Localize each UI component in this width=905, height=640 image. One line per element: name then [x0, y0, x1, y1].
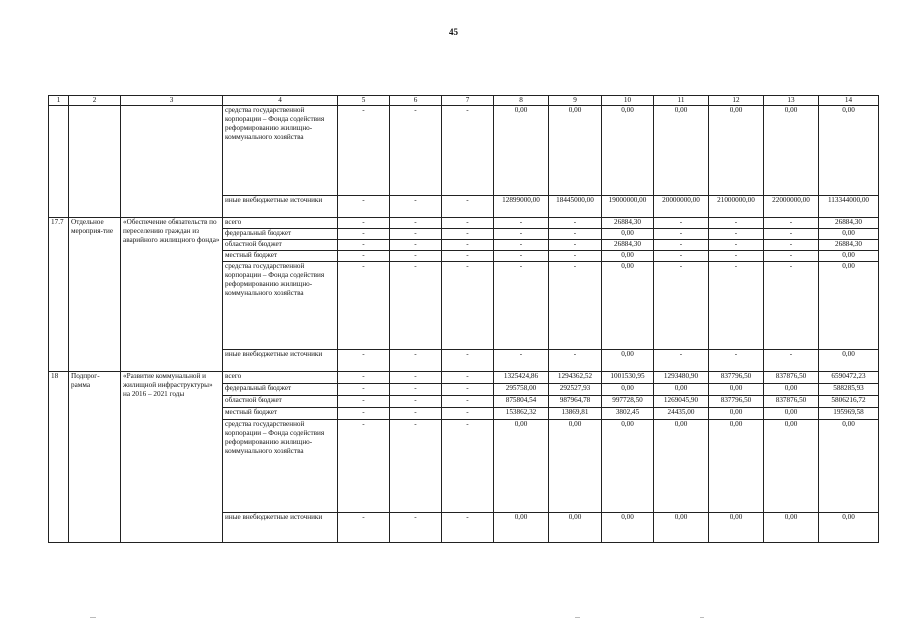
- value-cell: 0,00: [819, 106, 879, 196]
- value-cell: -: [709, 218, 764, 229]
- value-cell: -: [549, 229, 602, 240]
- value-cell: 26884,30: [819, 218, 879, 229]
- value-cell: -: [764, 251, 819, 262]
- value-cell: 0,00: [654, 384, 709, 396]
- value-cell: -: [390, 513, 442, 543]
- value-cell: -: [338, 106, 390, 196]
- value-cell: -: [442, 106, 494, 196]
- value-cell: -: [442, 251, 494, 262]
- value-cell: -: [338, 513, 390, 543]
- page-number: 45: [449, 27, 458, 37]
- value-cell: -: [442, 229, 494, 240]
- value-cell: 292527,93: [549, 384, 602, 396]
- value-cell: 0,00: [602, 420, 654, 513]
- value-cell: -: [442, 384, 494, 396]
- scan-artifact: [700, 617, 704, 618]
- source-label: средства государственной корпорации – Фонда содействия реформированию жилищно-коммунального хозяйства: [223, 262, 338, 350]
- value-cell: 26884,30: [819, 240, 879, 251]
- scan-artifact: [90, 617, 96, 618]
- value-cell: 6590472,23: [819, 372, 879, 384]
- value-cell: -: [390, 106, 442, 196]
- value-cell: 3802,45: [602, 408, 654, 420]
- section-name: «Обеспечение обязательств по переселению граждан из аварийного жилищного фонда»: [121, 218, 223, 372]
- value-cell: 1325424,86: [494, 372, 549, 384]
- section-number: 18: [49, 372, 69, 543]
- value-cell: -: [549, 251, 602, 262]
- value-cell: -: [390, 408, 442, 420]
- header-cell: 12: [709, 96, 764, 106]
- section-name: «Развитие коммунальной и жилищной инфраструктуры» на 2016 – 2021 годы: [121, 372, 223, 543]
- value-cell: 0,00: [602, 229, 654, 240]
- value-cell: 0,00: [549, 106, 602, 196]
- header-cell: 3: [121, 96, 223, 106]
- value-cell: 0,00: [764, 384, 819, 396]
- value-cell: -: [390, 262, 442, 350]
- value-cell: 1269045,90: [654, 396, 709, 408]
- value-cell: -: [390, 251, 442, 262]
- value-cell: -: [442, 262, 494, 350]
- header-cell: 5: [338, 96, 390, 106]
- header-cell: 11: [654, 96, 709, 106]
- value-cell: 0,00: [602, 384, 654, 396]
- value-cell: 13869,81: [549, 408, 602, 420]
- header-cell: 2: [69, 96, 121, 106]
- value-cell: -: [338, 384, 390, 396]
- value-cell: 837876,50: [764, 396, 819, 408]
- header-cell: 13: [764, 96, 819, 106]
- value-cell: -: [494, 262, 549, 350]
- value-cell: 12899000,00: [494, 196, 549, 218]
- header-cell: 9: [549, 96, 602, 106]
- value-cell: -: [338, 350, 390, 372]
- value-cell: 0,00: [654, 106, 709, 196]
- value-cell: -: [709, 229, 764, 240]
- value-cell: 113344000,00: [819, 196, 879, 218]
- value-cell: 0,00: [709, 420, 764, 513]
- value-cell: 1293480,90: [654, 372, 709, 384]
- value-cell: -: [442, 218, 494, 229]
- value-cell: -: [494, 218, 549, 229]
- value-cell: 0,00: [602, 262, 654, 350]
- value-cell: -: [338, 218, 390, 229]
- value-cell: -: [764, 218, 819, 229]
- value-cell: -: [494, 350, 549, 372]
- value-cell: 588285,93: [819, 384, 879, 396]
- source-label: федеральный бюджет: [223, 229, 338, 240]
- value-cell: 26884,30: [602, 218, 654, 229]
- value-cell: -: [494, 251, 549, 262]
- value-cell: -: [654, 240, 709, 251]
- value-cell: -: [549, 240, 602, 251]
- value-cell: -: [709, 251, 764, 262]
- value-cell: -: [654, 262, 709, 350]
- value-cell: -: [764, 262, 819, 350]
- value-cell: 26884,30: [602, 240, 654, 251]
- value-cell: 1001530,95: [602, 372, 654, 384]
- value-cell: -: [442, 372, 494, 384]
- value-cell: -: [390, 372, 442, 384]
- value-cell: -: [338, 240, 390, 251]
- value-cell: 0,00: [819, 251, 879, 262]
- value-cell: -: [494, 240, 549, 251]
- section-type: Подпрог-рамма: [69, 372, 121, 543]
- source-label: всего: [223, 218, 338, 229]
- value-cell: 0,00: [764, 513, 819, 543]
- value-cell: 0,00: [549, 420, 602, 513]
- value-cell: -: [764, 229, 819, 240]
- source-label: федеральный бюджет: [223, 384, 338, 396]
- value-cell: -: [338, 262, 390, 350]
- value-cell: -: [654, 229, 709, 240]
- value-cell: -: [442, 350, 494, 372]
- section-type: Отдельное мероприя-тие: [69, 218, 121, 372]
- value-cell: 875804,54: [494, 396, 549, 408]
- header-cell: 1: [49, 96, 69, 106]
- source-label: иные внебюджетные источники: [223, 196, 338, 218]
- value-cell: -: [494, 229, 549, 240]
- value-cell: -: [442, 196, 494, 218]
- value-cell: -: [390, 218, 442, 229]
- source-label: областной бюджет: [223, 396, 338, 408]
- budget-table: [48, 95, 879, 543]
- value-cell: 0,00: [654, 513, 709, 543]
- value-cell: 295758,00: [494, 384, 549, 396]
- value-cell: 21000000,00: [709, 196, 764, 218]
- value-cell: -: [549, 350, 602, 372]
- value-cell: 0,00: [764, 420, 819, 513]
- value-cell: 0,00: [494, 513, 549, 543]
- value-cell: 20000000,00: [654, 196, 709, 218]
- header-cell: 7: [442, 96, 494, 106]
- value-cell: -: [338, 420, 390, 513]
- value-cell: -: [390, 396, 442, 408]
- value-cell: -: [442, 513, 494, 543]
- value-cell: -: [709, 262, 764, 350]
- value-cell: 987964,78: [549, 396, 602, 408]
- value-cell: -: [390, 384, 442, 396]
- value-cell: -: [390, 229, 442, 240]
- header-cell: 4: [223, 96, 338, 106]
- value-cell: 837796,50: [709, 372, 764, 384]
- value-cell: 0,00: [602, 350, 654, 372]
- value-cell: -: [549, 218, 602, 229]
- value-cell: 0,00: [819, 262, 879, 350]
- value-cell: -: [709, 240, 764, 251]
- value-cell: -: [390, 240, 442, 251]
- value-cell: -: [338, 251, 390, 262]
- source-label: всего: [223, 372, 338, 384]
- value-cell: 837796,50: [709, 396, 764, 408]
- value-cell: -: [654, 251, 709, 262]
- value-cell: -: [654, 350, 709, 372]
- source-label: иные внебюджетные источники: [223, 513, 338, 543]
- value-cell: -: [338, 408, 390, 420]
- value-cell: 0,00: [494, 420, 549, 513]
- value-cell: 0,00: [709, 384, 764, 396]
- source-label: средства государственной корпорации – Фонда содействия реформированию жилищно-коммунального хозяйства: [223, 420, 338, 513]
- section-number: 17.7: [49, 218, 69, 372]
- value-cell: -: [709, 350, 764, 372]
- value-cell: 5806216,72: [819, 396, 879, 408]
- value-cell: -: [390, 350, 442, 372]
- value-cell: -: [442, 408, 494, 420]
- value-cell: 997728,50: [602, 396, 654, 408]
- value-cell: 837876,50: [764, 372, 819, 384]
- value-cell: 24435,00: [654, 408, 709, 420]
- value-cell: -: [390, 420, 442, 513]
- value-cell: 0,00: [549, 513, 602, 543]
- source-label: местный бюджет: [223, 251, 338, 262]
- value-cell: -: [338, 229, 390, 240]
- value-cell: 0,00: [602, 513, 654, 543]
- table-row: [49, 218, 879, 229]
- value-cell: -: [442, 240, 494, 251]
- value-cell: -: [654, 218, 709, 229]
- value-cell: 153862,32: [494, 408, 549, 420]
- source-label: иные внебюджетные источники: [223, 350, 338, 372]
- value-cell: 19000000,00: [602, 196, 654, 218]
- value-cell: 0,00: [819, 229, 879, 240]
- value-cell: 22000000,00: [764, 196, 819, 218]
- table-row: [49, 106, 879, 196]
- value-cell: 0,00: [709, 513, 764, 543]
- value-cell: 0,00: [819, 513, 879, 543]
- value-cell: 1294362,52: [549, 372, 602, 384]
- header-cell: 6: [390, 96, 442, 106]
- value-cell: -: [764, 240, 819, 251]
- value-cell: 0,00: [819, 350, 879, 372]
- value-cell: 0,00: [709, 408, 764, 420]
- source-label: средства государственной корпорации – Фонда содействия реформированию жилищно-коммунального хозяйства: [223, 106, 338, 196]
- header-cell: 14: [819, 96, 879, 106]
- value-cell: -: [549, 262, 602, 350]
- empty-cell: [121, 106, 223, 218]
- value-cell: 0,00: [764, 106, 819, 196]
- value-cell: -: [442, 396, 494, 408]
- value-cell: 0,00: [494, 106, 549, 196]
- value-cell: 0,00: [764, 408, 819, 420]
- value-cell: 0,00: [709, 106, 764, 196]
- value-cell: 195969,58: [819, 408, 879, 420]
- value-cell: 0,00: [602, 251, 654, 262]
- value-cell: -: [338, 372, 390, 384]
- empty-cell: [69, 106, 121, 218]
- header-cell: 8: [494, 96, 549, 106]
- value-cell: -: [338, 196, 390, 218]
- value-cell: 0,00: [819, 420, 879, 513]
- value-cell: 18445000,00: [549, 196, 602, 218]
- value-cell: 0,00: [602, 106, 654, 196]
- value-cell: 0,00: [654, 420, 709, 513]
- table-row: [49, 372, 879, 384]
- value-cell: -: [338, 396, 390, 408]
- value-cell: -: [764, 350, 819, 372]
- header-cell: 10: [602, 96, 654, 106]
- empty-cell: [49, 106, 69, 218]
- table-header-row: [49, 96, 879, 106]
- value-cell: -: [390, 196, 442, 218]
- scan-artifact: [575, 617, 580, 618]
- source-label: местный бюджет: [223, 408, 338, 420]
- value-cell: -: [442, 420, 494, 513]
- source-label: областной бюджет: [223, 240, 338, 251]
